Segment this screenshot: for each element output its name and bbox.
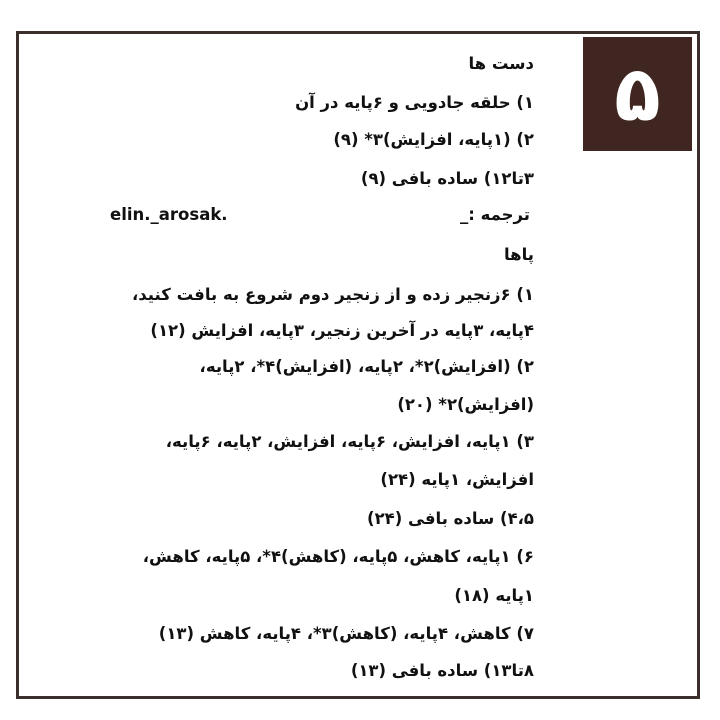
translator-label: ترجمه :_ bbox=[459, 205, 530, 224]
legs-row-10: ۷) کاهش، ۴پایه، (کاهش)۳*، ۴پایه، کاهش (۱۳) bbox=[158, 624, 534, 643]
arms-heading: دست ها bbox=[468, 54, 534, 73]
legs-row-4: (افزایش)۲* (۲۰) bbox=[397, 395, 534, 414]
legs-row-5: ۳) ۱پایه، افزایش، ۶پایه، افزایش، ۲پایه، ۶پایه، bbox=[165, 432, 534, 451]
translator-credit bbox=[110, 202, 530, 228]
step-number-badge bbox=[583, 37, 692, 151]
legs-row-9: ۱پایه (۱۸) bbox=[454, 586, 534, 605]
legs-row-6: افزایش، ۱پایه (۲۴) bbox=[380, 470, 534, 489]
legs-heading: پاها bbox=[503, 245, 534, 264]
arms-row-1: ۱) حلقه جادویی و ۶پایه در آن bbox=[295, 93, 534, 112]
arms-row-2: ۲) (۱پایه، افزایش)۳* (۹) bbox=[333, 130, 534, 149]
legs-row-1: ۱) ۶زنجیر زده و از زنجیر دوم شروع به بافت کنید، bbox=[131, 285, 534, 304]
arms-row-3: ۳تا۱۲) ساده بافی (۹) bbox=[360, 169, 534, 188]
legs-row-3: ۲) (افزایش)۲*، ۲پایه، (افزایش)۴*، ۲پایه، bbox=[199, 357, 534, 376]
step-number: ۵ bbox=[614, 49, 661, 138]
legs-row-11: ۸تا۱۳) ساده بافی (۱۳) bbox=[350, 661, 534, 680]
legs-row-7: ۴،۵) ساده بافی (۲۴) bbox=[367, 509, 534, 528]
translator-handle: elin._arosak. bbox=[110, 205, 228, 224]
legs-row-2: ۴پایه، ۳پایه در آخرین زنجیر، ۳پایه، افزایش (۱۲) bbox=[150, 321, 534, 340]
legs-row-8: ۶) ۱پایه، کاهش، ۵پایه، (کاهش)۴*، ۵پایه، کاهش، bbox=[142, 547, 534, 566]
